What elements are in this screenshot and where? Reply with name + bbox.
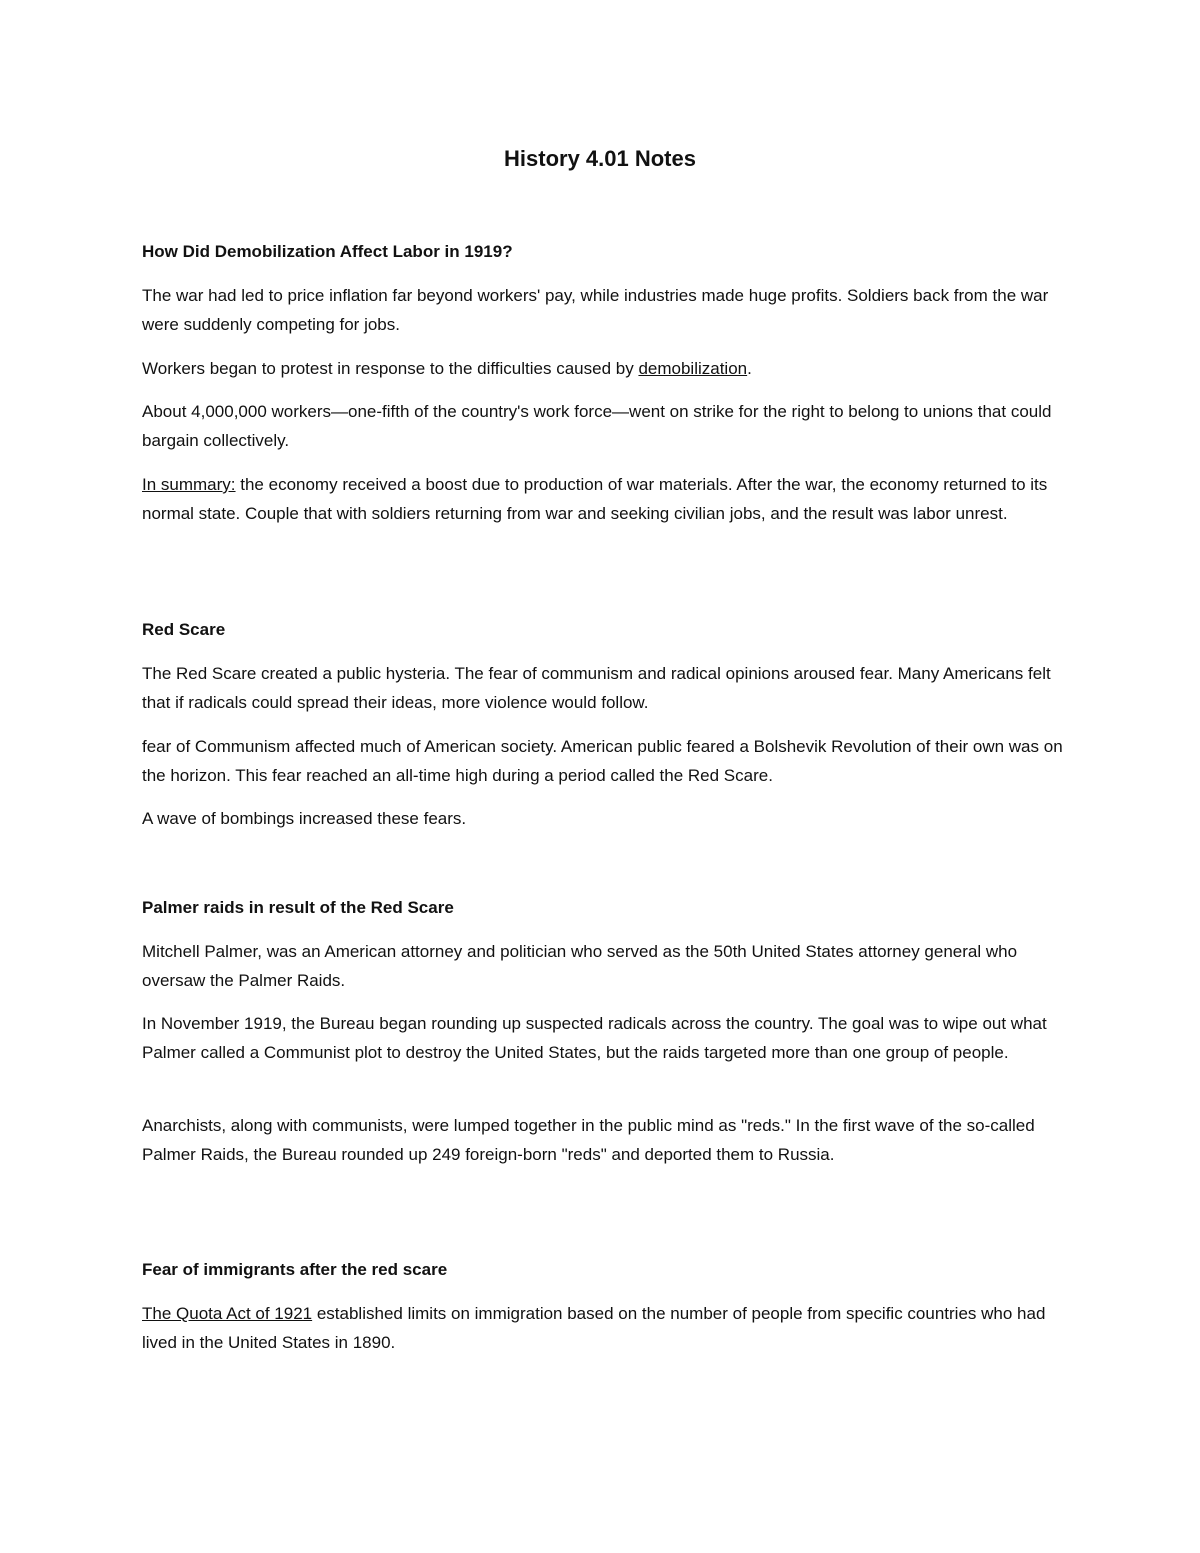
quota-act-label: The Quota Act of 1921 xyxy=(142,1304,313,1323)
section-heading: Red Scare xyxy=(142,620,226,639)
paragraph-text: Workers began to protest in response to the difficulties caused by xyxy=(142,359,639,378)
paragraph: Anarchists, along with communists, were lumped together in the public mind as "reds." In the first wave of the so-called Palmer Raids, the Bureau rounded up 249 foreign-born "reds" and deported them to Russia. xyxy=(142,1116,1035,1164)
summary-paragraph xyxy=(142,471,1072,528)
paragraph xyxy=(142,355,1072,384)
section-heading: Palmer raids in result of the Red Scare xyxy=(142,898,454,917)
document-title: History 4.01 Notes xyxy=(504,146,696,171)
section-heading: How Did Demobilization Affect Labor in 1919? xyxy=(142,242,513,261)
paragraph: A wave of bombings increased these fears. xyxy=(142,809,467,828)
summary-label: In summary: xyxy=(142,475,236,494)
paragraph: fear of Communism affected much of American society. American public feared a Bolshevik Revolution of their own was on the horizon. This fear reached an all-time high during a period called the Red Scare. xyxy=(142,737,1063,785)
paragraph: Mitchell Palmer, was an American attorney and politician who served as the 50th United States attorney general who oversaw the Palmer Raids. xyxy=(142,942,1018,990)
paragraph-text: established limits on immigration based on the number of people from specific countries who had lived in the United States in 1890. xyxy=(142,1304,1046,1352)
paragraph: In November 1919, the Bureau began rounding up suspected radicals across the country. The goal was to wipe out what Palmer called a Communist plot to destroy the United States, but the raids targeted more than one group of people. xyxy=(142,1014,1047,1062)
paragraph: The Red Scare created a public hysteria. The fear of communism and radical opinions aroused fear. Many Americans felt that if radicals could spread their ideas, more violence would follow. xyxy=(142,664,1051,712)
paragraph: About 4,000,000 workers—one-fifth of the country's work force—went on strike for the right to belong to unions that could bargain collectively. xyxy=(142,402,1052,450)
section-heading: Fear of immigrants after the red scare xyxy=(142,1260,448,1279)
paragraph xyxy=(142,1300,1072,1357)
paragraph-text: . xyxy=(747,359,752,378)
demobilization-link[interactable]: demobilization xyxy=(638,359,748,378)
paragraph: The war had led to price inflation far beyond workers' pay, while industries made huge profits. Soldiers back from the war were suddenly competing for jobs. xyxy=(142,286,1049,334)
paragraph-text: the economy received a boost due to production of war materials. After the war, the economy returned to its normal state. Couple that with soldiers returning from war and seeking civilian jobs, and the result was labor unrest. xyxy=(142,475,1048,523)
